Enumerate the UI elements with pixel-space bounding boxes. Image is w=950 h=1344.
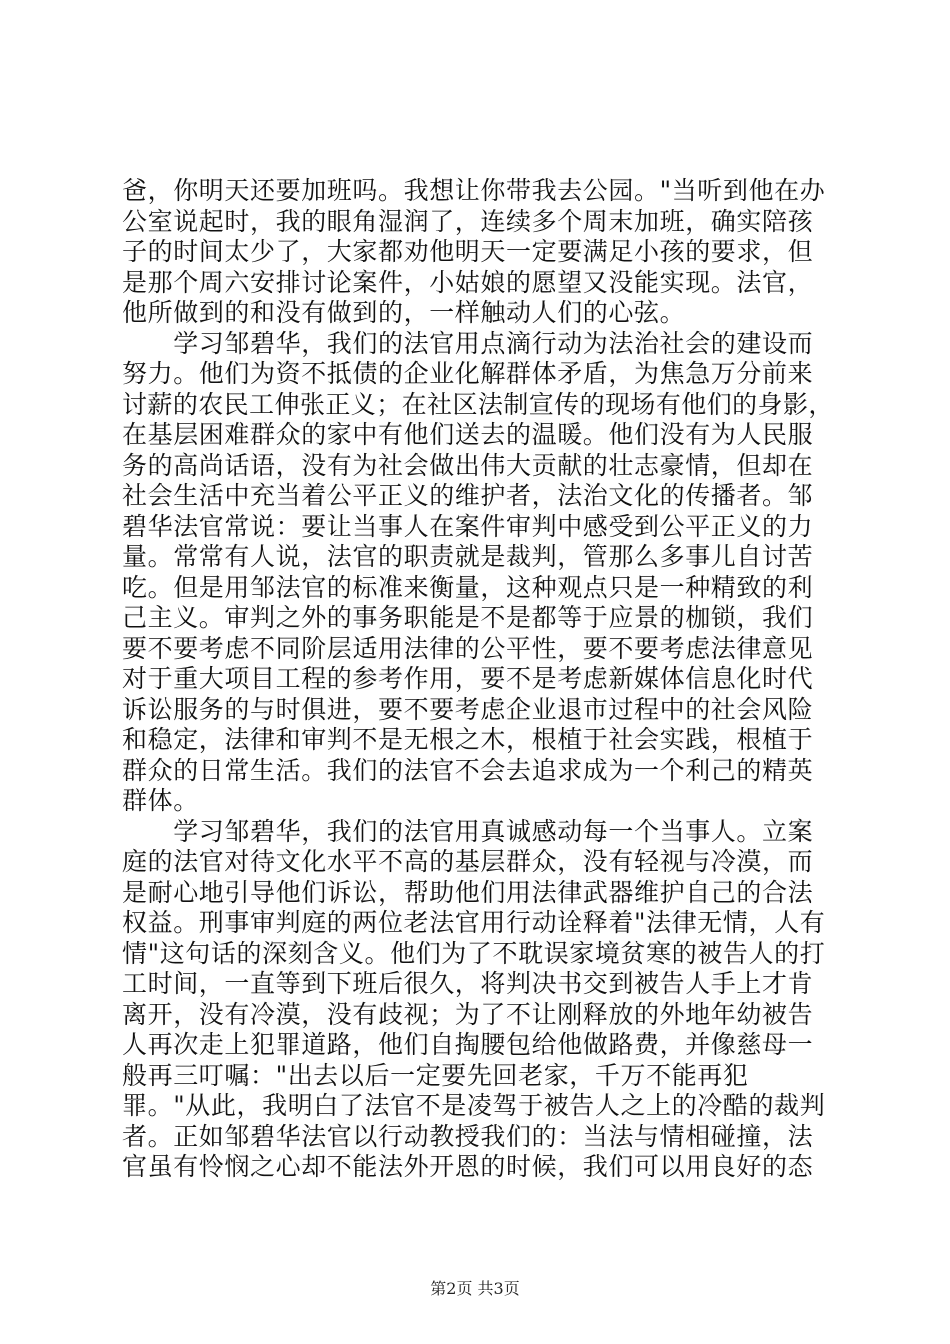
text-line: 者。正如邹碧华法官以行动教授我们的：当法与情相碰撞，法	[122, 1121, 814, 1151]
text-line: 他所做到的和没有做到的，一样触动人们的心弦。	[122, 298, 686, 327]
text-line: 碧华法官常说：要让当事人在案件审判中感受到公平正义的力	[122, 511, 814, 541]
text-line: 在基层困难群众的家中有他们送去的温暖。他们没有为人民服	[122, 420, 814, 449]
text-line: 社会生活中充当着公平正义的维护者，法治文化的传播者。邹	[122, 481, 814, 510]
text-line: 群众的日常生活。我们的法官不会去追求成为一个利己的精英	[122, 755, 814, 785]
text-line: 情"这句话的深刻含义。他们为了不耽误家境贫寒的被告人的打	[122, 938, 826, 968]
text-line: 学习邹碧华，我们的法官用真诚感动每一个当事人。立案	[122, 816, 814, 846]
text-line: 权益。刑事审判庭的两位老法官用行动诠释着"法律无情，人有	[122, 908, 826, 937]
text-line: 要不要考虑不同阶层适用法律的公平性，要不要考虑法律意见	[122, 633, 814, 663]
text-line: 讨薪的农民工伸张正义；在社区法制宣传的现场有他们的身影，	[122, 389, 834, 419]
text-line: 工时间，一直等到下班后很久，将判决书交到被告人手上才肯	[122, 969, 814, 998]
text-line: 庭的法官对待文化水平不高的基层群众，没有轻视与冷漠，而	[122, 847, 814, 876]
text-line: 子的时间太少了，大家都劝他明天一定要满足小孩的要求，但	[122, 237, 814, 266]
text-line: 般再三叮嘱："出去以后一定要先回老家，千万不能再犯	[122, 1060, 749, 1090]
text-line: 诉讼服务的与时俱进，要不要考虑企业退市过程中的社会风险	[122, 694, 814, 724]
text-line: 努力。他们为资不抵债的企业化解群体矛盾，为焦急万分前来	[122, 359, 814, 388]
text-line: 是耐心地引导他们诉讼，帮助他们用法律武器维护自己的合法	[122, 877, 814, 907]
text-line: 是那个周六安排讨论案件，小姑娘的愿望又没能实现。法官，	[122, 267, 814, 297]
text-line: 学习邹碧华，我们的法官用点滴行动为法治社会的建设而	[122, 328, 814, 358]
text-line: 离开，没有冷漠，没有歧视；为了不让刚释放的外地年幼被告	[122, 999, 814, 1029]
text-line: 罪。"从此，我明白了法官不是凌驾于被告人之上的冷酷的裁判	[122, 1091, 826, 1120]
text-line: 对于重大项目工程的参考作用，要不是考虑新媒体信息化时代	[122, 664, 814, 693]
text-line: 人再次走上犯罪道路，他们自掏腰包给他做路费，并像慈母一	[122, 1030, 814, 1059]
page-number-footer: 第2页 共3页	[430, 1279, 520, 1298]
text-line: 官虽有怜悯之心却不能法外开恩的时候，我们可以用良好的态	[122, 1152, 814, 1181]
text-line: 务的高尚话语，没有为社会做出伟大贡献的壮志豪情，但却在	[122, 450, 814, 480]
text-line: 己主义。审判之外的事务职能是不是都等于应景的枷锁，我们	[122, 603, 814, 632]
text-line: 量。常常有人说，法官的职责就是裁判，管那么多事儿自讨苦	[122, 542, 814, 571]
text-line: 吃。但是用邹法官的标准来衡量，这种观点只是一种精致的利	[122, 572, 814, 602]
body-text	[122, 176, 834, 1183]
text-line: 群体。	[122, 786, 199, 815]
text-line: 公室说起时，我的眼角湿润了，连续多个周末加班，确实陪孩	[122, 206, 814, 236]
text-line: 和稳定，法律和审判不是无根之木，根植于社会实践，根植于	[122, 725, 814, 754]
text-line: 爸，你明天还要加班吗。我想让你带我去公园。"当听到他在办	[122, 176, 826, 205]
